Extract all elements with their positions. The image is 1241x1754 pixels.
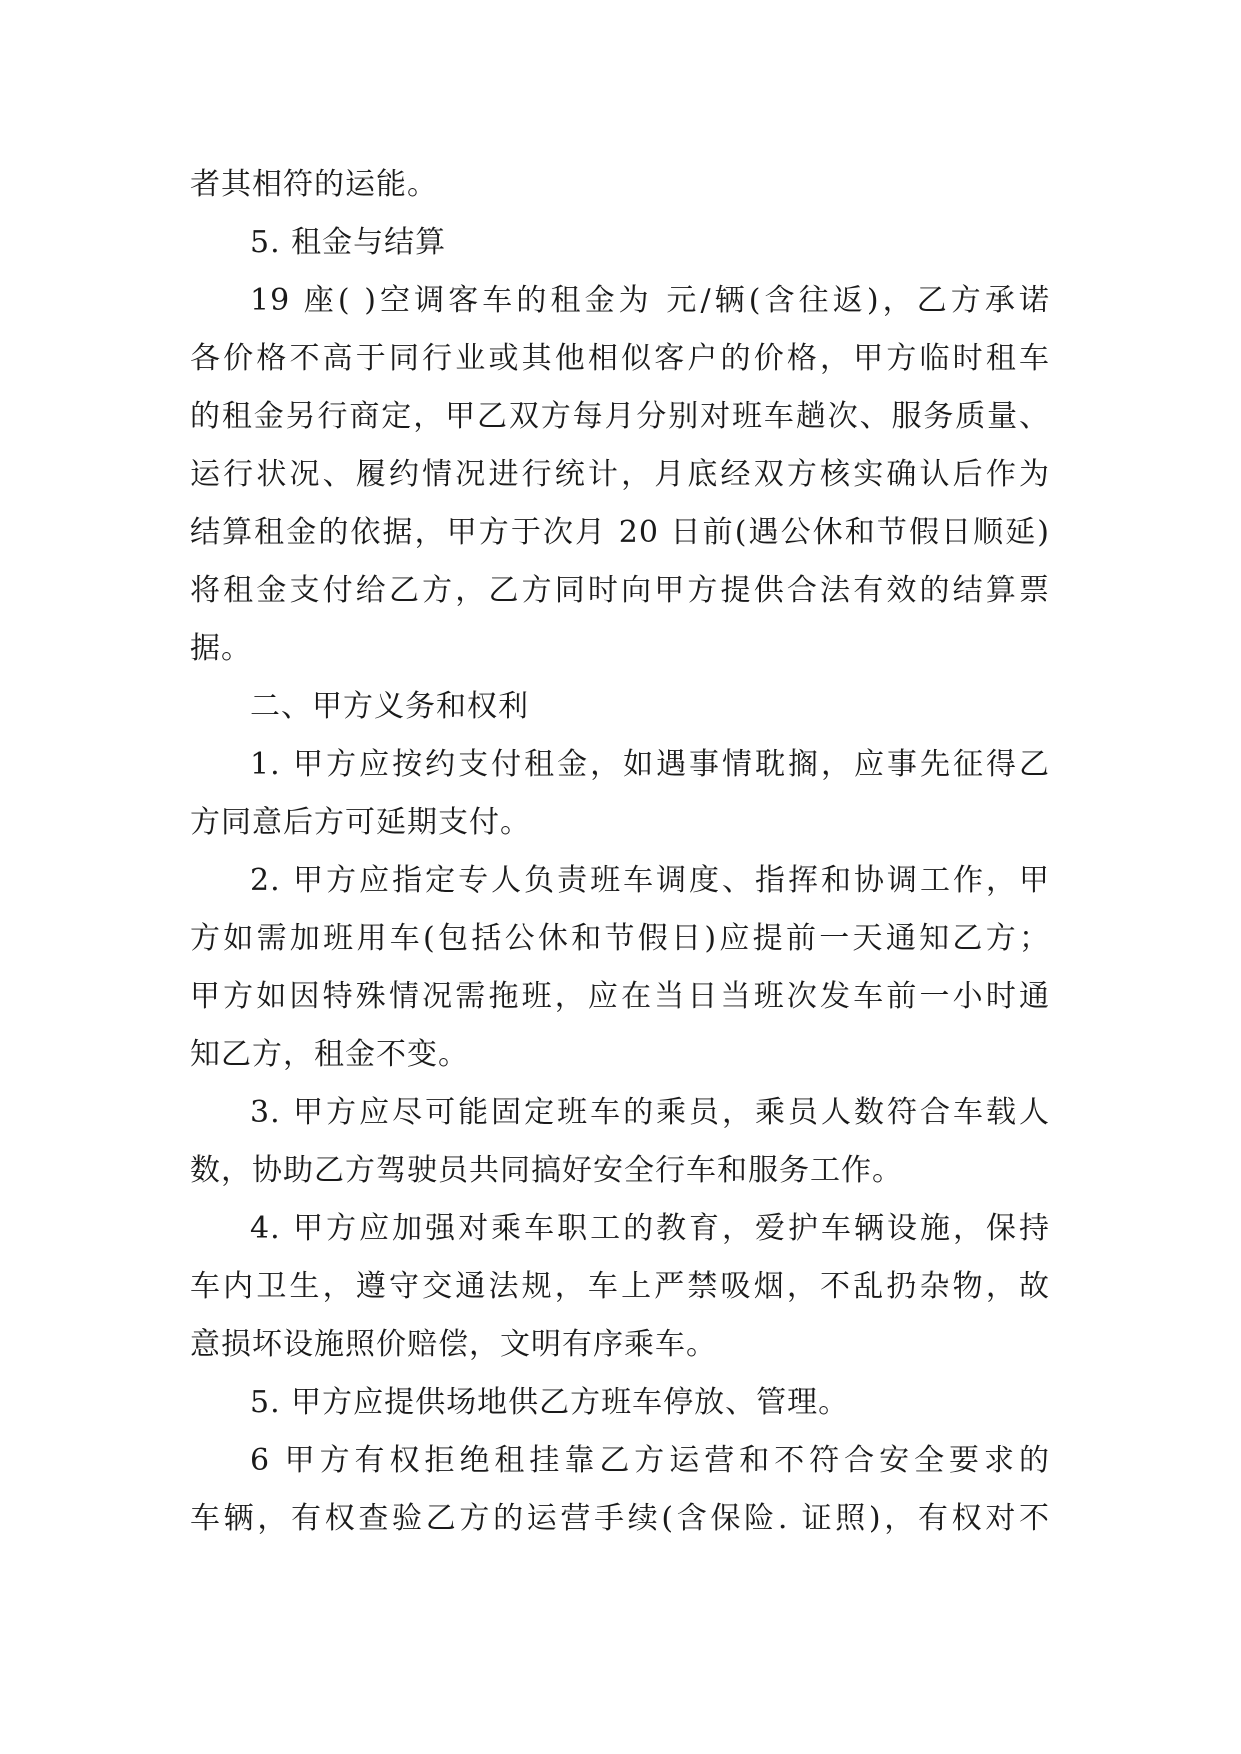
text-line: 1. 甲方应按约支付租金，如遇事情耽搁，应事先征得乙 [250,747,1050,782]
text-line: 据。 [190,631,252,666]
text-line: 车内卫生，遵守交通法规，车上严禁吸烟，不乱扔杂物，故 [190,1269,1050,1304]
text-line: 运行状况、履约情况进行统计，月底经双方核实确认后作为 [190,457,1050,492]
text-line: 2. 甲方应指定专人负责班车调度、指挥和协调工作，甲 [250,863,1050,898]
text-line: 知乙方，租金不变。 [190,1037,469,1072]
text-line: 车辆，有权查验乙方的运营手续(含保险. 证照)，有权对不 [190,1501,1050,1536]
text-line: 结算租金的依据，甲方于次月 20 日前(遇公休和节假日顺延) [190,515,1050,550]
text-line: 意损坏设施照价赔偿，文明有序乘车。 [190,1327,717,1362]
text-line: 数，协助乙方驾驶员共同搞好安全行车和服务工作。 [190,1153,903,1188]
text-line: 3. 甲方应尽可能固定班车的乘员，乘员人数符合车载人 [250,1095,1050,1130]
text-line: 各价格不高于同行业或其他相似客户的价格，甲方临时租车 [190,341,1050,376]
text-line: 4. 甲方应加强对乘车职工的教育，爱护车辆设施，保持 [250,1211,1050,1246]
text-line: 6 甲方有权拒绝租挂靠乙方运营和不符合安全要求的 [250,1443,1050,1478]
text-line: 5. 甲方应提供场地供乙方班车停放、管理。 [250,1385,850,1420]
text-line: 方如需加班用车(包括公休和节假日)应提前一天通知乙方； [190,921,1050,956]
section-heading: 5. 租金与结算 [250,225,447,260]
document-body [190,156,1050,1548]
text-line: 方同意后方可延期支付。 [190,805,531,840]
section-heading: 二、甲方义务和权利 [250,689,529,724]
text-line: 者其相符的运能。 [190,167,438,202]
text-line: 甲方如因特殊情况需拖班，应在当日当班次发车前一小时通 [190,979,1050,1014]
text-line: 将租金支付给乙方，乙方同时向甲方提供合法有效的结算票 [190,573,1050,608]
text-line: 的租金另行商定，甲乙双方每月分别对班车趟次、服务质量、 [190,399,1050,434]
text-line: 19 座( )空调客车的租金为 元/辆(含往返)，乙方承诺 [250,283,1050,318]
